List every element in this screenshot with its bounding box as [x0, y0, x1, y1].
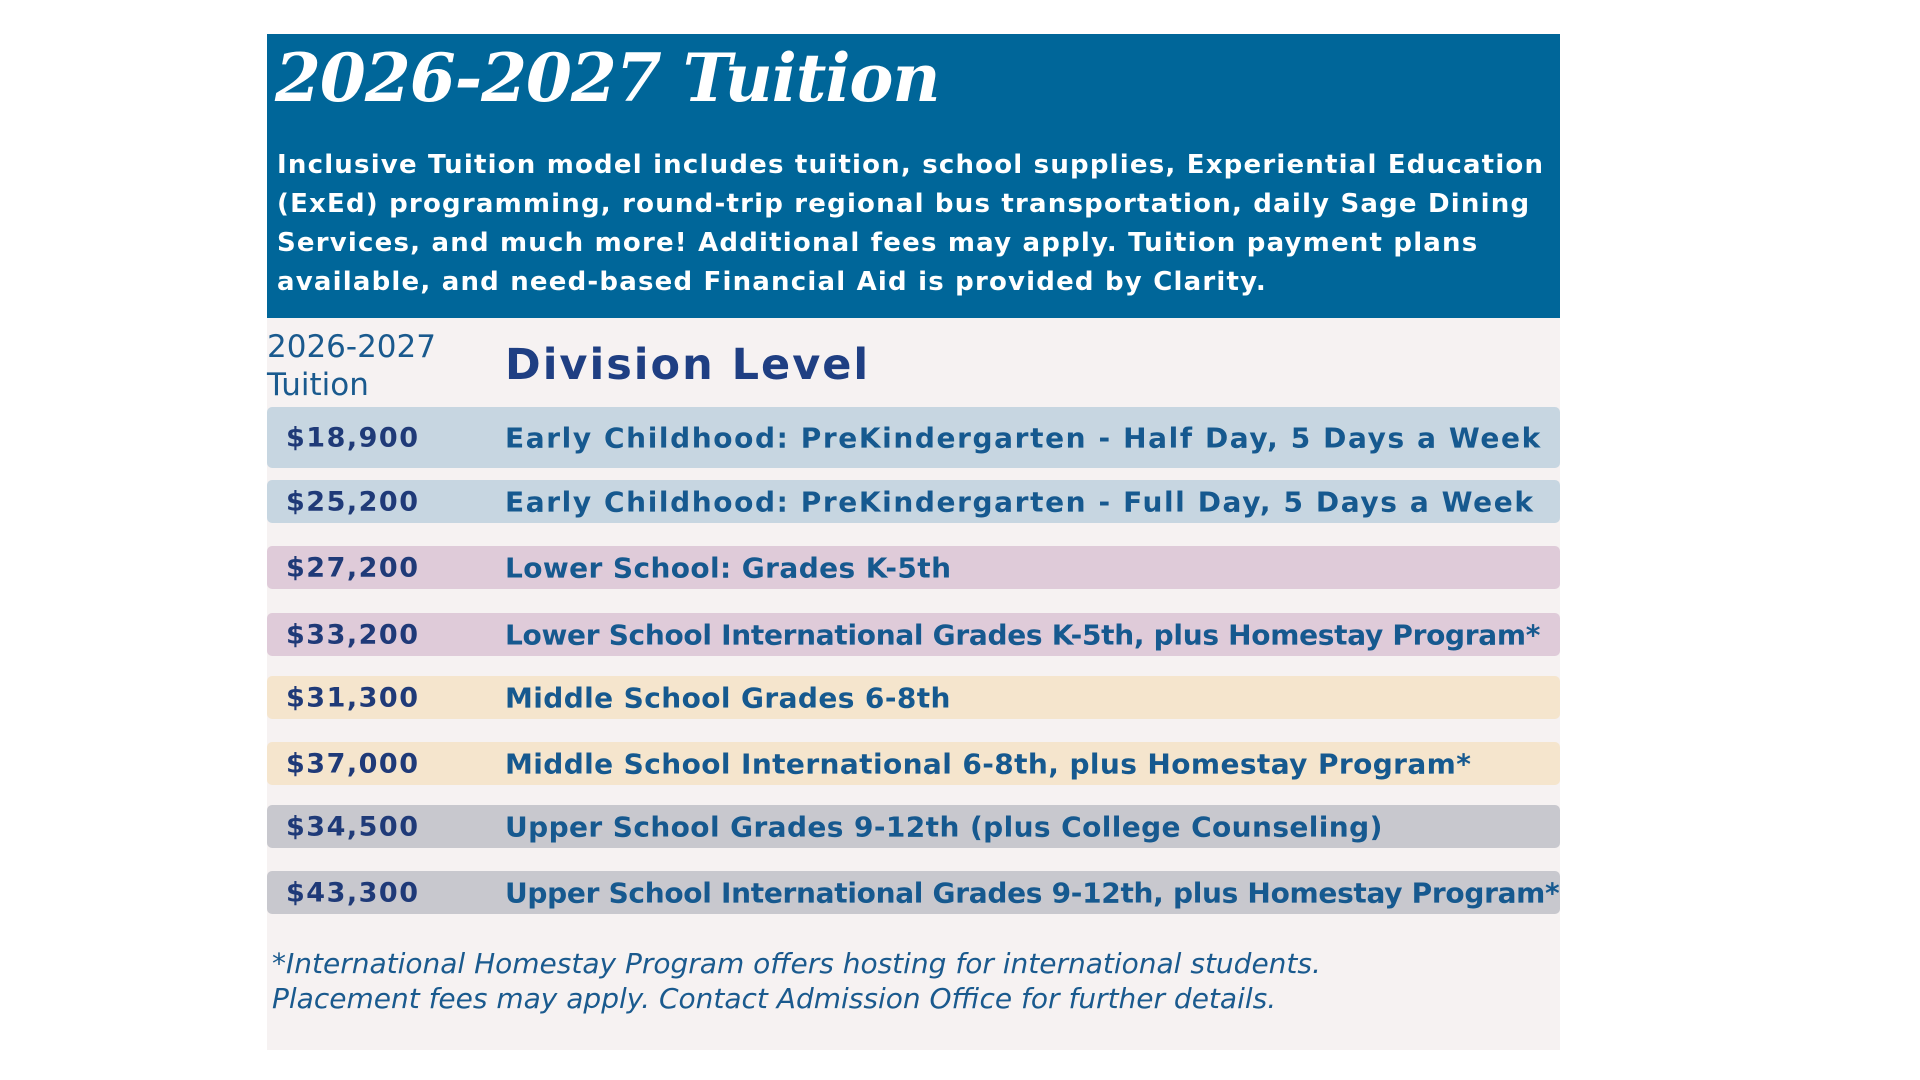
- footnote-line1: *International Homestay Program offers hosting for international students.: [272, 947, 1321, 980]
- tuition-row: [267, 805, 1560, 848]
- tuition-row: [267, 742, 1560, 785]
- division-level: Middle School Grades 6-8th: [505, 681, 951, 714]
- division-level: Middle School International 6-8th, plus Homestay Program*: [505, 747, 1472, 780]
- intro-paragraph: Inclusive Tuition model includes tuition, school supplies, Experiential Education (ExEd) programming, round-trip regional bus transportation, daily Sage Dining Services, and much more! Additional fees may apply. Tuition payment plans available, and need-based Financial Aid is provided by Clarity.: [277, 150, 1545, 297]
- column-header-tuition-line2: Tuition: [267, 367, 369, 403]
- tuition-price: $37,000: [286, 748, 420, 779]
- tuition-price: $31,300: [286, 682, 420, 713]
- tuition-price: $34,500: [286, 811, 420, 842]
- footnote: [272, 946, 1552, 1016]
- footnote-line2: Placement fees may apply. Contact Admission Office for further details.: [272, 982, 1277, 1015]
- division-level: Upper School Grades 9-12th (plus College Counseling): [505, 810, 1383, 843]
- tuition-row: [267, 676, 1560, 719]
- tuition-price: $18,900: [286, 422, 420, 453]
- division-level: Lower School: Grades K-5th: [505, 551, 952, 584]
- page-title: 2026-2027 Tuition: [275, 39, 940, 117]
- tuition-price: $43,300: [286, 877, 420, 908]
- column-header-tuition-line1: 2026-2027: [267, 329, 436, 365]
- tuition-price: $27,200: [286, 552, 420, 583]
- tuition-price: $33,200: [286, 619, 420, 650]
- tuition-row: [267, 407, 1560, 468]
- tuition-row: [267, 613, 1560, 656]
- header-banner: [267, 34, 1560, 318]
- column-header-tuition: [267, 328, 467, 404]
- division-level: Early Childhood: PreKindergarten - Half Day, 5 Days a Week: [505, 421, 1542, 454]
- division-level: Early Childhood: PreKindergarten - Full Day, 5 Days a Week: [505, 485, 1535, 518]
- tuition-row: [267, 871, 1560, 914]
- division-level: Lower School International Grades K-5th, plus Homestay Program*: [505, 618, 1541, 651]
- tuition-price: $25,200: [286, 486, 420, 517]
- tuition-row: [267, 546, 1560, 589]
- division-level: Upper School International Grades 9-12th, plus Homestay Program*: [505, 876, 1560, 909]
- tuition-card: [267, 34, 1560, 1050]
- tuition-row: [267, 480, 1560, 523]
- column-header-division: Division Level: [505, 340, 871, 390]
